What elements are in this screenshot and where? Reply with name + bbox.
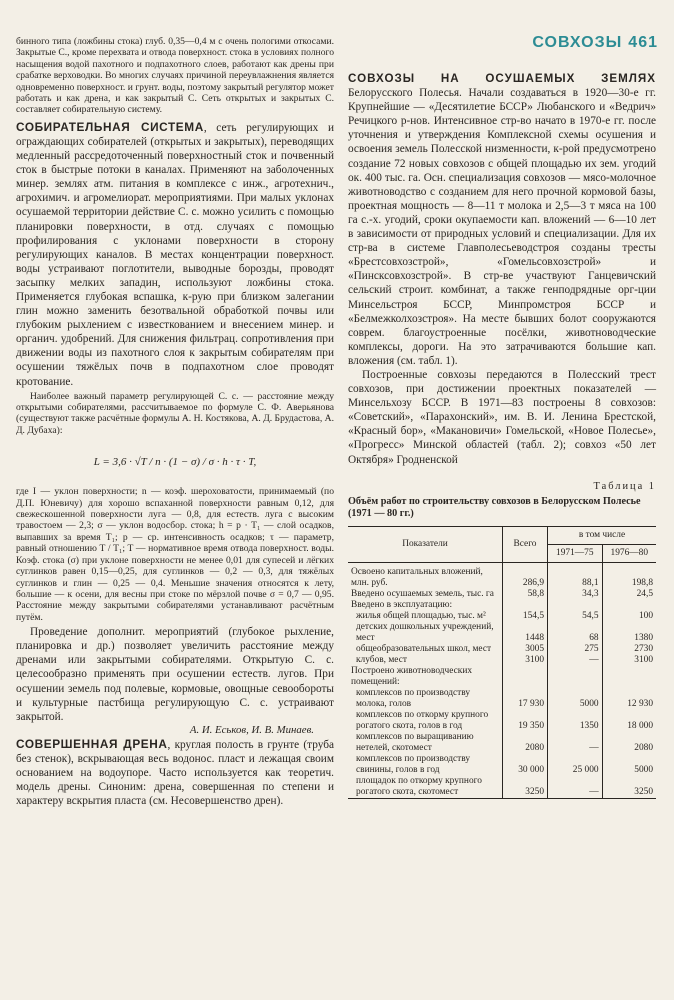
- table-row: [348, 666, 656, 688]
- row-label: Введено в эксплуатацию:: [351, 599, 453, 610]
- table-row: [348, 710, 656, 732]
- entry-sovkhozy: [348, 72, 656, 368]
- left-column: [16, 36, 334, 808]
- cell-1971-75: 54,5: [548, 611, 603, 622]
- author-signature: А. И. Еськов, И. В. Минаев.: [189, 723, 314, 736]
- cell-total: 1448: [503, 622, 548, 644]
- cell-1976-80: 3250: [602, 776, 656, 799]
- entry-body: , круглая полость в грунте (труба без стенок), вскрывающая весь водонос. пласт и лежащая своим основанием на водоупоре. Часто используется как теоретич. модель дрены. Синоним: дрена, совершенная по степени и характеру вскрытия пласта (см. Несовершенство дрен).: [16, 738, 334, 808]
- works-volume-table: [348, 526, 656, 799]
- table-row: [348, 622, 656, 644]
- row-label: общеобразовательных школ, мест: [356, 643, 492, 654]
- cell-1976-80: 24,5: [602, 589, 656, 600]
- table-label: Таблица 1: [593, 480, 656, 492]
- running-header: [532, 34, 658, 52]
- cell-total: 154,5: [503, 611, 548, 622]
- cell-1971-75: —: [548, 732, 603, 754]
- cell-1971-75: 5000: [548, 688, 603, 710]
- paragraph-formula-legend: где I — уклон поверхности; n — коэф. шероховатости, принимаемый (по Д.П. Юневичу) для хорошо вспаханной поверхности равным 0,12, для свежескошенной поверхности луга — 0,8, для естеств. луга с высоким травостоем — 2,3; σ — уклон водосбор. стока; h = p · T₁ — слой осадков, выпавших за время T₁; p — ср. интенсивность осадков; τ — параметр, равный отношению T / T₁; T — нормативное время отвода поверхност. воды. Коэф. стока (σ) при уклоне поверхности не менее 0,01 для супесей и лёгких суглинков равен 0,15—0,25, для суглинков — 0,2 — 0,3, для тяжёлых суглинков и глин — 0,25 — 0,4. Меньшие значения относятся к лету, большие — к осени, для весны при стоке по мёрзлой почве σ = 0,7 — 0,95. Расстояние между закрытыми собирателями устанавливают расчётным путём.: [16, 486, 334, 623]
- col-header-including: в том числе: [548, 526, 657, 544]
- row-label: площадок по откорму крупного рогатого скота, скотомест: [348, 776, 503, 799]
- header-title: СОВХОЗЫ: [532, 34, 623, 51]
- cell-total: 58,8: [503, 589, 548, 600]
- entry-term: СОВХОЗЫ НА ОСУШАЕМЫХ ЗЕМЛЯХ: [348, 72, 656, 85]
- cell-1971-75: [548, 600, 603, 611]
- row-label: комплексов по откорму крупного рогатого скота, голов в год: [356, 709, 489, 731]
- paragraph-built-sovkhozy: Построенные совхозы передаются в Полесский трест совхозов, при достижении проектных показателей — Минсельхозу БССР. В 1971—83 построены 8 совхозов: «Советский», «Парахонский», им. В. И. Ленина Брестской, «Красный бор», «Макановичи» Гомельской, «Новое Полесье», «Прогресс» Минской областей (табл. 2); совхоз «50 лет Октября» Гродненской: [348, 368, 656, 466]
- cell-total: 3250: [503, 776, 548, 799]
- cell-total: 286,9: [503, 562, 548, 589]
- cell-total: 3005: [503, 644, 548, 655]
- cell-total: [503, 666, 548, 688]
- cell-1971-75: 68: [548, 622, 603, 644]
- row-label: комплексов по выращиванию нетелей, скотомест: [356, 731, 474, 753]
- paragraph-additional-measures: Проведение дополнит. мероприятий (глубокое рыхление, планировка и др.) позволяет увеличить расстояние между дренами или закрытыми собирателями. Открытую С. с. целесообразно применять при осушении естеств. лугов. При осушении земель под полевые, кормовые, овощные севообороты и культурные пастбища регулирующую С. с. устраивают закрытой.: [16, 626, 334, 723]
- paragraph-parameter: Наиболее важный параметр регулирующей С. с. — расстояние между открытыми собирателями, рассчитываемое по формуле С. Ф. Аверьянова (существуют также расчётные формулы А. Н. Костякова, А. Д. Брудастова, А. Д. Дубаха):: [16, 390, 334, 436]
- table-row: [348, 644, 656, 655]
- cell-1976-80: 198,8: [602, 562, 656, 589]
- table-row: [348, 562, 656, 589]
- cell-1976-80: 2730: [602, 644, 656, 655]
- cell-1971-75: 34,3: [548, 589, 603, 600]
- table-row: [348, 611, 656, 622]
- table-row: [348, 754, 656, 776]
- table-row: [348, 600, 656, 611]
- cell-1971-75: —: [548, 655, 603, 666]
- right-column: [348, 72, 656, 799]
- cell-1976-80: 5000: [602, 754, 656, 776]
- cell-1976-80: 12 930: [602, 688, 656, 710]
- entry-term: СОВЕРШЕННАЯ ДРЕНА: [16, 736, 168, 751]
- cell-1971-75: —: [548, 776, 603, 799]
- col-header-indicators: Показатели: [348, 526, 503, 562]
- entry-body: , сеть регулирующих и ограждающих собирателей (открытых и закрытых), переводящих медленный рассредоточенный поверхностный сток и почвенный сток в быстрые потоки в каналах. Применяют на заболоченных минер. землях атм. питания в комплексе с инж., агротехнич., агрохимич. и агромелиорат. мероприятиями. При малых уклонах осушаемой территории действие С. с. можно усилить с помощью планировки поверхности, в отд. случаях с помощью профилирования с уклонами поверхности в сторону регулирующих каналов. В местах концентрации поверхност. воды устраивают поглотители, выводные борозды, проводят засыпку мелких западин, используют ложбины стока. Применяется глубокая вспашка, к-рую при близком залегании глин можно заменить безотвальной обработкой почвы или глубоким рыхлением с известкованием и внесением минер. и органич. удобрений. Для снижения фильтрац. сопротивления при движении воды из пахотного слоя к закрытым собирателям при осушении тяжёлых почв в подпахотном слое проводят кротование.: [16, 121, 334, 388]
- cell-1971-75: 275: [548, 644, 603, 655]
- cell-total: 30 000: [503, 754, 548, 776]
- col-header-total: Всего: [503, 526, 548, 562]
- row-label: детских дошкольных учреждений, мест: [356, 621, 494, 643]
- cell-1976-80: [602, 600, 656, 611]
- table-row: [348, 776, 656, 799]
- cell-1976-80: 2080: [602, 732, 656, 754]
- row-label: жилья общей площадью, тыс. м²: [356, 610, 486, 621]
- cell-1971-75: 25 000: [548, 754, 603, 776]
- row-label: Построено животноводческих помещений:: [351, 665, 473, 687]
- entry-body: Белорусского Полесья. Начали создаваться в 1920—30-е гг. Крупнейшие — «Десятилетие БССР» Любанского и «Ведрич» Речицкого р-нов. Интенсивное стр-во начато в 1970-е гг. после уточнения и утверждения Комплексной схемы осушения и освоения земель Полесской низменности, к-рой предусмотрено создание 72 новых совхозов с общей площадью их зем. угодий ок. 400 тыс. га. Осн. специализация совхозов — мясо-молочное животноводство с созданием для него прочной кормовой базы, проектная мощность — 8—11 т молока и 2,5—3 т мяса на 100 га с.-х. угодий, сроки окупаемости кап. вложений — 6—10 лет в зависимости от природных условий и специализации. Для их стр-ва в системе Главполесьеводстроя созданы тресты «Брестсовхозстрой», «Гомельсовхозстрой» и «Пинсксовхозстрой». В стр-ве участвуют Ганцевичский сельский строит. комбинат, а также генподрядные орг-ции Минсельстроя БССР, Минпромстроя БССР и «Белмежколхозстроя». На месте бывших болот сооружаются соврем. благоустроенные посёлки, животноводческие комплексы, дороги. На это затрачиваются большие кап. вложения (см. табл. 1).: [348, 87, 656, 367]
- row-label: комплексов по производству свинины, голов в год: [356, 753, 471, 775]
- cell-1971-75: 1350: [548, 710, 603, 732]
- table-row: [348, 732, 656, 754]
- cell-total: 2080: [503, 732, 548, 754]
- formula: L = 3,6 · √T / n · (1 − σ) / σ · h · τ · T,: [93, 456, 257, 469]
- cell-1971-75: 88,1: [548, 562, 603, 589]
- row-label: Введено осушаемых земель, тыс. га: [351, 588, 494, 599]
- table-title: Объём работ по строительству совхозов в Белорусском Полесье (1971 — 80 гг.): [348, 495, 641, 519]
- cell-total: 17 930: [503, 688, 548, 710]
- cell-1976-80: 100: [602, 611, 656, 622]
- entry-term: СОБИРАТЕЛЬНАЯ СИСТЕМА: [16, 119, 204, 134]
- table-row: [348, 589, 656, 600]
- cell-1976-80: 18 000: [602, 710, 656, 732]
- row-label: Освоено капитальных вложений, млн. руб.: [351, 566, 483, 588]
- cell-total: 3100: [503, 655, 548, 666]
- col-header-period-1: 1971—75: [548, 544, 603, 562]
- entry-sovershennaya-drena: [16, 737, 334, 808]
- cell-total: 19 350: [503, 710, 548, 732]
- paragraph-intro: бинного типа (ложбины стока) глуб. 0,35—0,4 м с очень пологими откосами. Закрытые С., кроме перехвата и отвода поверхност. стока в условиях полного насыщения водой пахотного и подпахотного слоев, работают как дрены при срабатке верховодки. Во многих случаях причиной переувлажнения является одновременно поверхност. и грунт. воды, поэтому закрытый регулятор может работать и как дрена, и как закрытый С. Сеть открытых и закрытых С. составляет собирательную систему.: [16, 36, 334, 116]
- cell-1976-80: 1380: [602, 622, 656, 644]
- cell-1976-80: [602, 666, 656, 688]
- row-label: комплексов по производству молока, голов: [356, 687, 471, 709]
- entry-sobiratelnaya-sistema: [16, 120, 334, 389]
- table-row: [348, 655, 656, 666]
- col-header-period-2: 1976—80: [602, 544, 656, 562]
- cell-1976-80: 3100: [602, 655, 656, 666]
- cell-total: [503, 600, 548, 611]
- table-row: [348, 688, 656, 710]
- row-label: клубов, мест: [356, 654, 407, 665]
- cell-1971-75: [548, 666, 603, 688]
- page-number: 461: [628, 34, 658, 51]
